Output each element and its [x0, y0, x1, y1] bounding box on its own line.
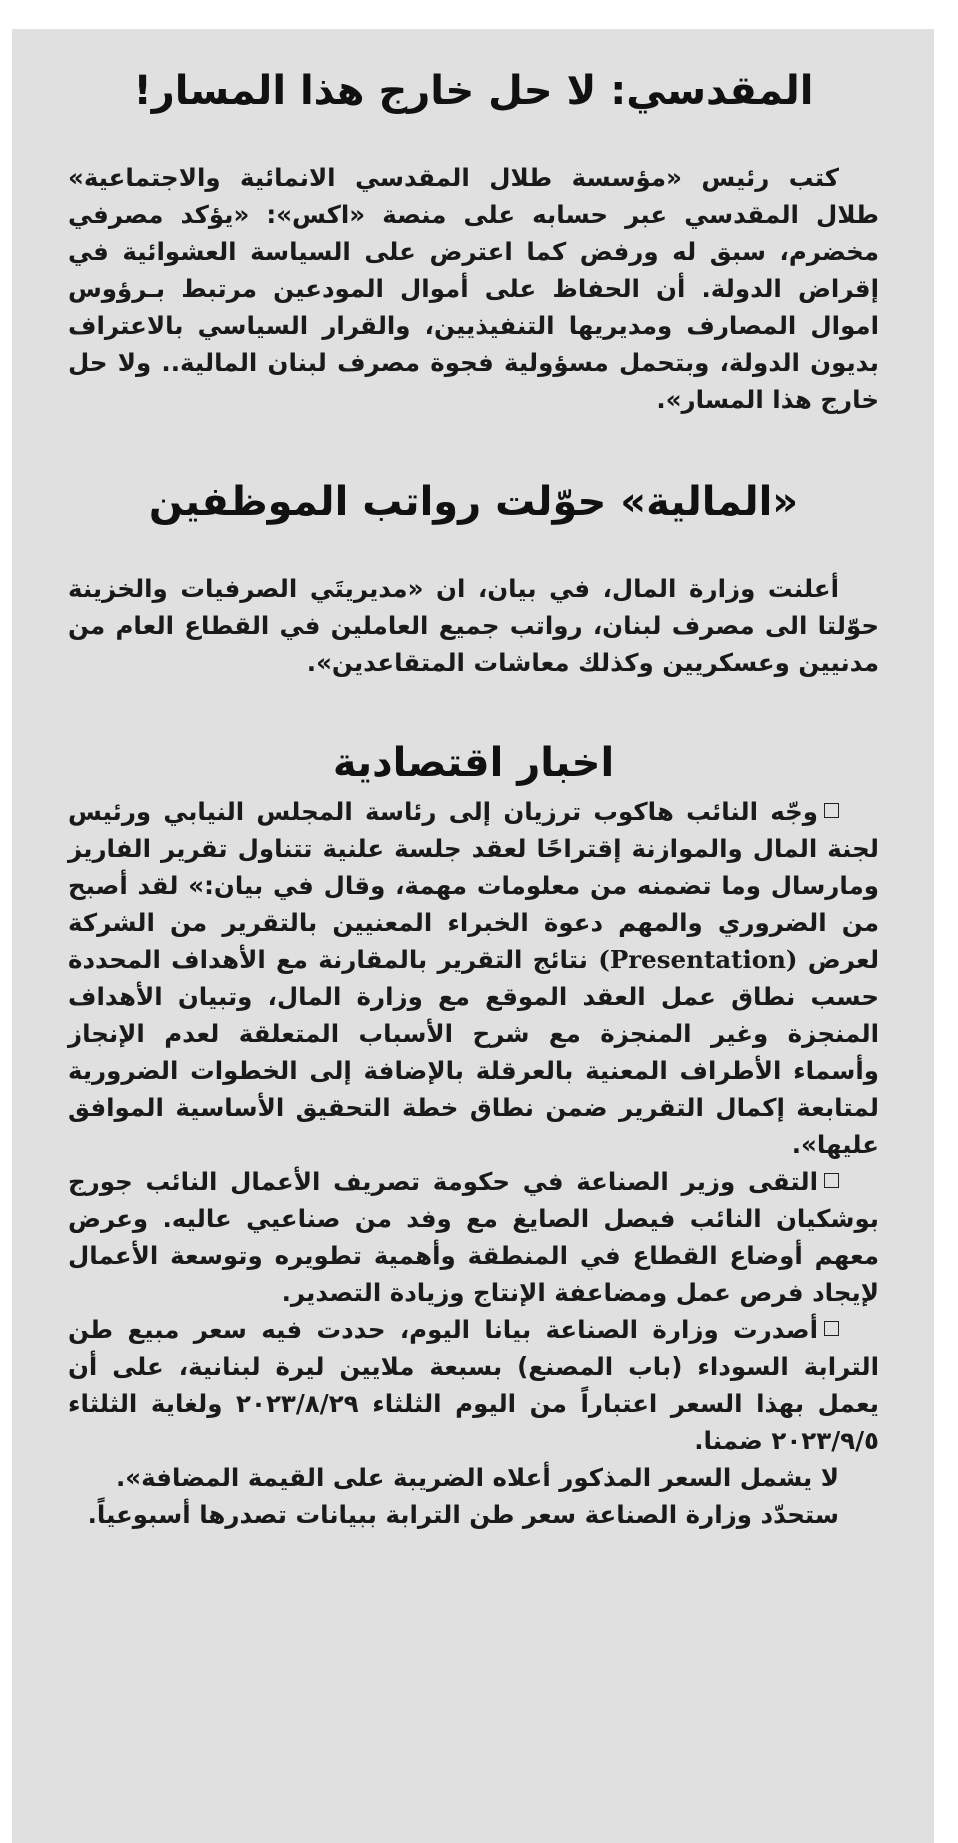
- news-item-1-text-end: نتائج التقرير بالمقارنة مع الأهداف المحددة حسب نطاق عمل العقد الموقع مع وزارة المال، وتبيان الأهداف المنجزة وغير المنجزة مع شرح الأسباب المتعلقة لعدم الإنجاز وأسماء الأطراف المعنية بالعرقلة بالإضافة إلى الخطوات الضرورية لمتابعة إكمال التقرير ضمن نطاق خطة التحقيق الأساسية الموافق عليها».: [68, 945, 879, 1159]
- news-item-2-text: التقى وزير الصناعة في حكومة تصريف الأعمال النائب جورج بوشكيان النائب فيصل الصايغ مع وفد من صناعيي عاليه. وعرض معهم أوضاع القطاع في المنطقة وأهمية تطويره وتوسعة الأعمال لإيجاد فرص عمل ومضاعفة الإنتاج وزيادة التصدير.: [68, 1167, 879, 1307]
- article-column: [68, 61, 879, 1533]
- article-3-headline: اخبار اقتصادية: [332, 740, 615, 786]
- newspaper-column-panel: [12, 29, 934, 1843]
- article-1-headline: المقدسي: لا حل خارج هذا المسار!: [133, 68, 814, 114]
- article-2-headline: «المالية» حوّلت رواتب الموظفين: [148, 479, 799, 525]
- news-item-1-latin-term: (Presentation): [598, 945, 798, 974]
- article-1-body: كتب رئيس «مؤسسة طلال المقدسي الانمائية والاجتماعية» طلال المقدسي عبر حسابه على منصة «اكس»: «يؤكد مصرفي مخضرم، سبق له ورفض كما اعترض على السياسة العشوائية في إقراض الدولة. أن الحفاظ على أموال المودعين مرتبط بـرؤوس اموال المصارف ومديريها التنفيذيين، والقرار السياسي بالاعتراف بديون الدولة، وبتحمل مسؤولية فجوة مصرف لبنان المالية.. ولا حل خارج هذا المسار».: [68, 163, 879, 414]
- news-item-1-text-start: وجّه النائب هاكوب ترزيان إلى رئاسة المجلس النيابي ورئيس لجنة المال والموازنة إقتراحًا لعقد جلسة علنية تتناول تقرير الفاريز ومارسال وما تضمنه من معلومات مهمة، وقال في بيان:» لقد أصبح من الضروري والمهم دعوة الخبراء المعنيين بالتقرير من الشركة لعرض: [68, 797, 880, 974]
- news-item-3-note: لا يشمل السعر المذكور أعلاه الضريبة على القيمة المضافة».: [115, 1463, 839, 1492]
- news-item-3: [68, 1311, 879, 1459]
- news-item-3-text: أصدرت وزارة الصناعة بيانا اليوم، حددت فيه سعر مبيع طن الترابة السوداء (باب المصنع) بسبعة ملايين ليرة لبنانية، على أن يعمل بهذا السعر اعتباراً من اليوم الثلثاء ٢٠٢٣/٨/٢٩ ولغاية الثلثاء ٢٠٢٣/٩/٥ ضمنا.: [68, 1315, 879, 1455]
- checkbox-square-icon: [824, 1173, 839, 1188]
- article-2-body: أعلنت وزارة المال، في بيان، ان «مديريتَي الصرفيات والخزينة حوّلتا الى مصرف لبنان، رواتب جميع العاملين في القطاع العام من مدنيين وعسكريين وكذلك معاشات المتقاعدين».: [68, 574, 879, 677]
- checkbox-square-icon: [824, 803, 839, 818]
- news-item-3-tail: ستحدّد وزارة الصناعة سعر طن الترابة ببيانات تصدرها أسبوعياً.: [87, 1500, 839, 1529]
- checkbox-square-icon: [824, 1321, 839, 1336]
- news-item-2: [68, 1163, 879, 1311]
- news-item-1: [68, 793, 879, 1163]
